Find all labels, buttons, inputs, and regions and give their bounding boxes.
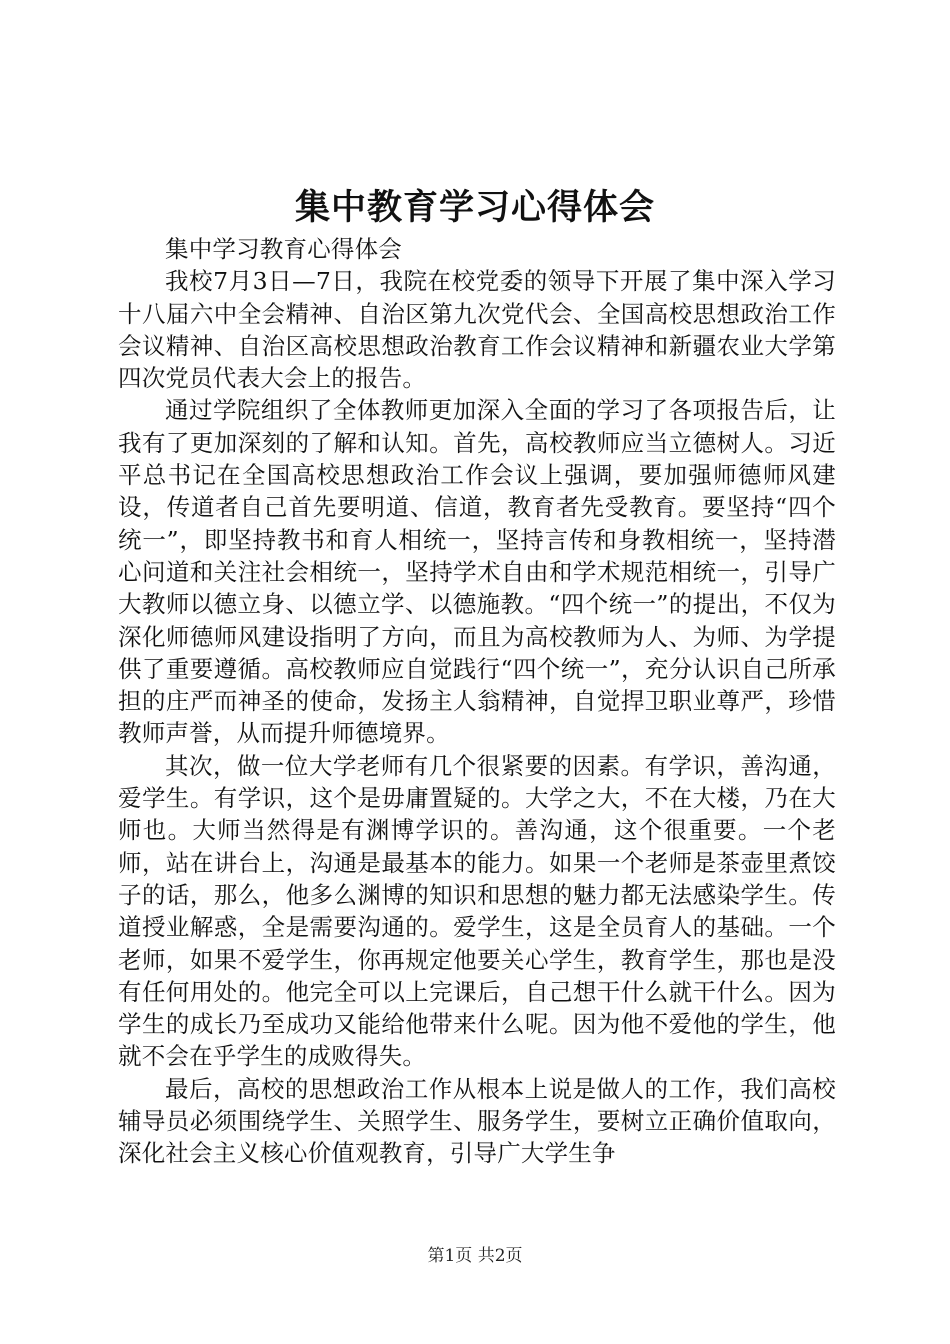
paragraph-first-point: 通过学院组织了全体教师更加深入全面的学习了各项报告后，让我有了更加深刻的了解和认知。首先，高校教师应当立德树人。习近平总书记在全国高校思想政治工作会议上强调，要加强师德师风建设，传道者自己首先要明道、信道，教育者先受教育。要坚持“四个统一”，即坚持教书和育人相统一，坚持言传和身教相统一，坚持潜心问道和关注社会相统一，坚持学术自由和学术规范相统一，引导广大教师以德立身、以德立学、以德施教。“四个统一”的提出，不仅为深化师德师风建设指明了方向，而且为高校教师为人、为师、为学提供了重要遵循。高校教师应自觉践行“四个统一”，充分认识自己所承担的庄严而神圣的使命，发扬主人翁精神，自觉捍卫职业尊严，珍惜教师声誉，从而提升师德境界。 <box>118 396 836 748</box>
paragraph-second-point: 其次，做一位大学老师有几个很紧要的因素。有学识，善沟通，爱学生。有学识，这个是毋庸置疑的。大学之大，不在大楼，乃在大师也。大师当然得是有渊博学识的。善沟通，这个很重要。一个老师，站在讲台上，沟通是最基本的能力。如果一个老师是茶壶里煮饺子的话，那么，他多么渊博的知识和思想的魅力都无法感染学生。传道授业解惑，全是需要沟通的。爱学生，这是全员育人的基础。一个老师，如果不爱学生，你再规定他要关心学生，教育学生，那也是没有任何用处的。他完全可以上完课后，自己想干什么就干什么。因为学生的成长乃至成功又能给他带来什么呢。因为他不爱他的学生，他就不会在乎学生的成败得失。 <box>118 751 836 1071</box>
document-body <box>118 233 836 1170</box>
paragraph-subtitle: 集中学习教育心得体会 <box>165 235 402 263</box>
document-title: 集中教育学习心得体会 <box>294 187 655 228</box>
page-number-footer: 第1页 共2页 <box>427 1246 523 1266</box>
paragraph-last-point: 最后，高校的思想政治工作从根本上说是做人的工作，我们高校辅导员必须围绕学生、关照学生、服务学生，要树立正确价值取向，深化社会主义核心价值观教育，引导广大学生争 <box>118 1074 836 1168</box>
paragraph-intro: 我校7月3日—7日，我院在校党委的领导下开展了集中深入学习十八届六中全会精神、自治区第九次党代会、全国高校思想政治工作会议精神、自治区高校思想政治教育工作会议精神和新疆农业大学第四次党员代表大会上的报告。 <box>118 267 836 393</box>
